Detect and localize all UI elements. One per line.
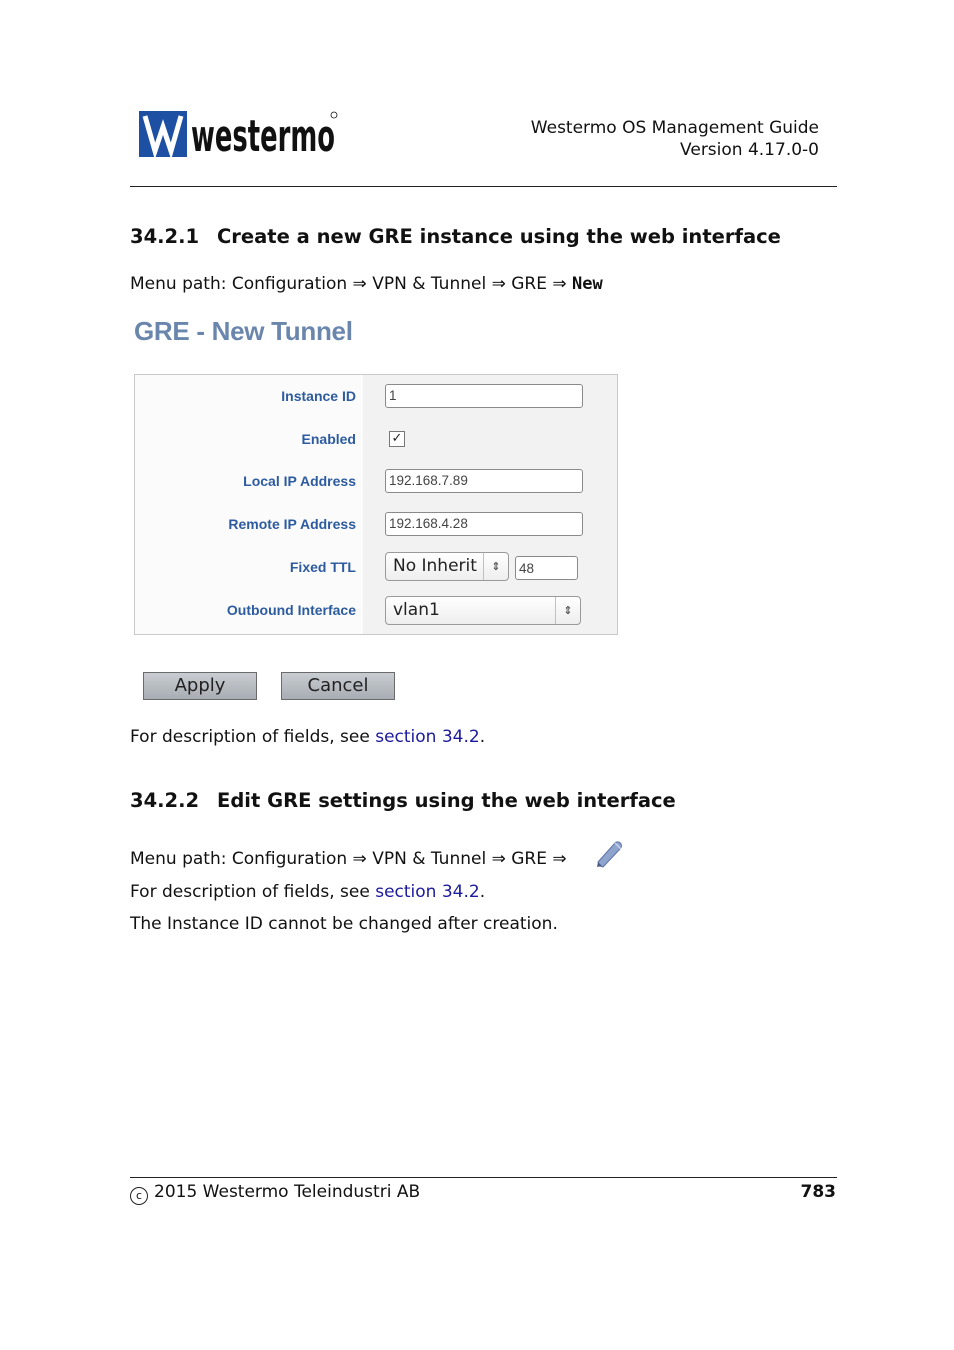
menu-path-edit: Menu path: Configuration ⇒ VPN & Tunnel ⇒ GRE ⇒ [130, 849, 567, 869]
label-enabled: Enabled [301, 431, 356, 447]
remote-ip-input[interactable]: 192.168.4.28 [385, 512, 583, 536]
outbound-interface-value: vlan1 [393, 600, 440, 620]
section-heading-34-2-1: 34.2.1 Create a new GRE instance using the web interface [130, 225, 781, 248]
guide-version: Version 4.17.0-0 [680, 140, 819, 160]
ttl-value-input[interactable]: 48 [515, 556, 578, 580]
outbound-interface-select[interactable] [385, 596, 581, 625]
form-title: GRE - New Tunnel [134, 316, 353, 346]
ttl-mode-value: No Inherit [393, 556, 477, 576]
page-number: 783 [800, 1182, 836, 1202]
label-local-ip: Local IP Address [243, 473, 356, 489]
menu-path-new: New [572, 274, 603, 294]
document-header [531, 117, 819, 161]
copyright-icon: c [130, 1187, 148, 1205]
instance-id-note: The Instance ID cannot be changed after creation. [130, 914, 558, 934]
field-description-2: For description of fields, see section 34.2. [130, 882, 486, 902]
enabled-checkbox[interactable] [389, 431, 405, 447]
westermo-logo [139, 110, 339, 162]
cancel-button[interactable]: Cancel [281, 672, 395, 700]
local-ip-input[interactable]: 192.168.7.89 [385, 469, 583, 493]
select-arrows-icon: ⇕ [483, 553, 508, 580]
section-link-34-2[interactable]: section 34.2 [375, 882, 480, 902]
footer-rule [130, 1177, 837, 1178]
pencil-edit-icon [594, 840, 624, 868]
apply-button[interactable]: Apply [143, 672, 257, 700]
label-instance-id: Instance ID [281, 388, 356, 404]
footer-copyright: c 2015 Westermo Teleindustri AB [130, 1182, 420, 1205]
select-arrows-icon: ⇕ [555, 597, 580, 624]
svg-text:westermo: westermo [191, 111, 335, 162]
field-description-1: For description of fields, see section 34.2. [130, 727, 486, 747]
section-link-34-2[interactable]: section 34.2 [375, 727, 480, 747]
instance-id-input[interactable]: 1 [385, 384, 583, 408]
header-rule [130, 186, 837, 187]
label-remote-ip: Remote IP Address [228, 516, 356, 532]
checkbox-checked-icon: ✓ [391, 431, 403, 446]
label-outbound-interface: Outbound Interface [226, 602, 356, 618]
ttl-mode-select[interactable] [385, 552, 509, 581]
form-label-column [135, 375, 363, 634]
section-heading-34-2-2: 34.2.2 Edit GRE settings using the web interface [130, 789, 676, 812]
menu-path-create: Menu path: Configuration ⇒ VPN & Tunnel ⇒ GRE ⇒ New [130, 274, 603, 294]
guide-title: Westermo OS Management Guide [530, 118, 819, 138]
label-fixed-ttl: Fixed TTL [289, 559, 356, 575]
